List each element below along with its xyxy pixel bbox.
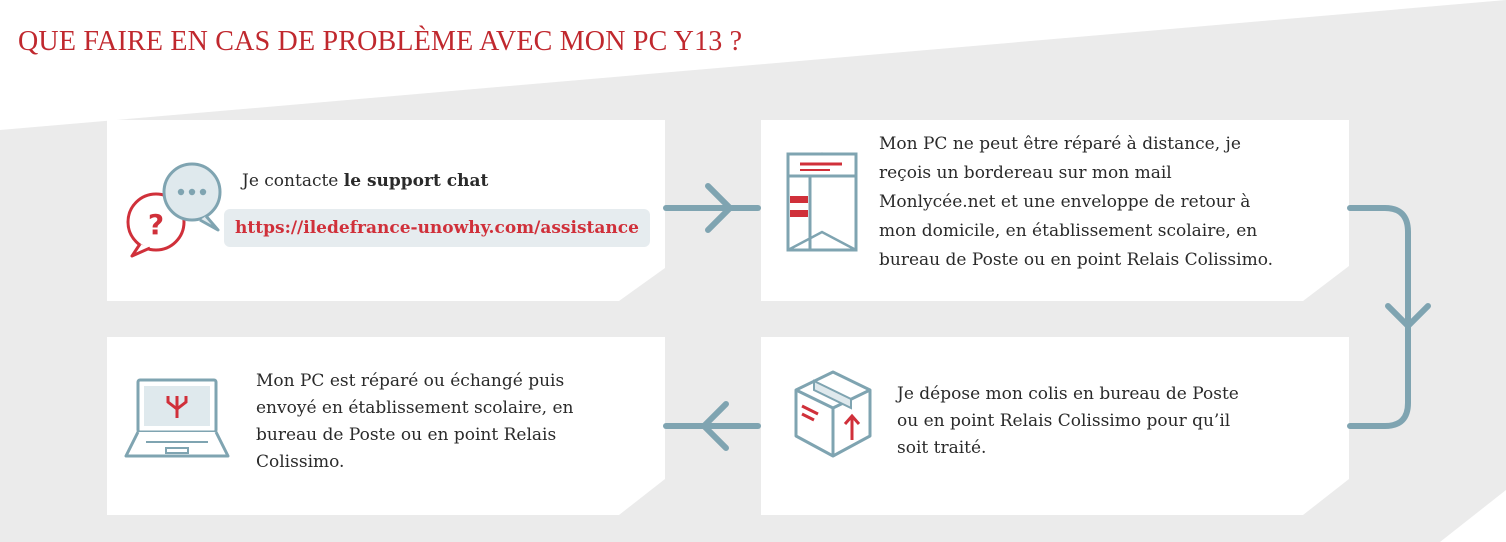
arrow-right-icon (666, 186, 758, 230)
arrow-left-icon (666, 404, 758, 448)
step-laptop-line: envoyé en établissement scolaire, en (256, 398, 574, 418)
step-parcel-line: soit traité. (897, 438, 987, 458)
step-laptop-line: Mon PC est réparé ou échangé puis (256, 371, 565, 391)
step-laptop-line: Colissimo. (256, 452, 345, 472)
step-envelope-line: bureau de Poste ou en point Relais Colissimo. (879, 250, 1274, 270)
step-envelope-line: Monlycée.net et une enveloppe de retour à (879, 192, 1251, 212)
step-envelope-line: mon domicile, en établissement scolaire, en (879, 221, 1258, 241)
step-envelope-line: Mon PC ne peut être réparé à distance, je (879, 134, 1241, 154)
support-chat-label: le support chat (343, 171, 489, 191)
support-link[interactable]: https://iledefrance-unowhy.com/assistance (235, 218, 639, 238)
step-contact-prefix: Je contacte (242, 171, 344, 191)
page-title: QUE FAIRE EN CAS DE PROBLÈME AVEC MON PC Y13 ? (18, 26, 743, 57)
step-envelope-line: reçois un bordereau sur mon mail (879, 163, 1172, 183)
step-parcel-line: Je dépose mon colis en bureau de Poste (897, 384, 1239, 404)
step-parcel-line: ou en point Relais Colissimo pour qu’il (897, 411, 1231, 431)
arrow-curve-down-icon (1350, 208, 1428, 426)
svg-text:?: ? (147, 208, 165, 241)
step-laptop-line: bureau de Poste ou en point Relais (256, 425, 557, 445)
